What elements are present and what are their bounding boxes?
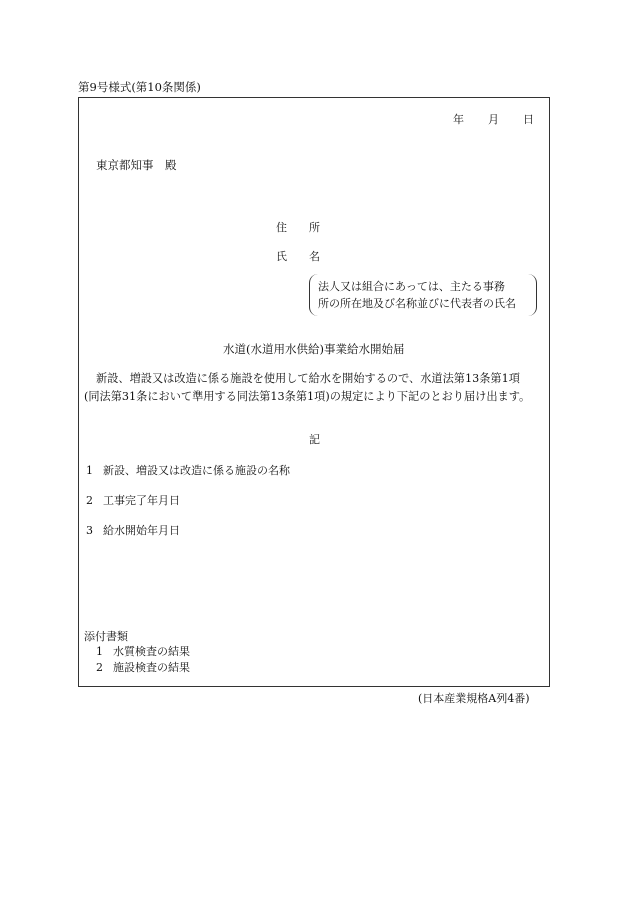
attachments-heading: 添付書類 [84,630,128,643]
item-1-text: 新設、増設又は改造に係る施設の名称 [103,464,290,477]
date-year: 年 [453,113,464,126]
date-month: 月 [488,113,499,126]
body-line-1: 新設、増設又は改造に係る施設を使用して給水を開始するので、水道法第13条第1項 [96,372,520,385]
note-line-2: 所の所在地及び名称並びに代表者の氏名 [318,297,516,310]
item-2-num: 2 [86,494,93,507]
note-line-1: 法人又は組合にあっては、主たる事務 [318,280,505,293]
attachment-2-text: 施設検査の結果 [113,661,190,674]
body-line-2: (同法第31条において準用する同法第13条第1項)の規定により下記のとおり届け出ます。 [84,390,531,403]
paper-size-note: (日本産業規格A列4番) [418,692,530,705]
name-label: 氏 名 [276,250,320,263]
attachment-1-text: 水質検査の結果 [113,645,190,658]
item-3-num: 3 [86,524,93,537]
item-2-text: 工事完了年月日 [103,494,180,507]
form-number: 第9号様式(第10条関係) [78,80,201,94]
item-1-num: 1 [86,464,93,477]
item-3-text: 給水開始年月日 [103,524,180,537]
date-day: 日 [523,113,534,126]
attachment-2-num: 2 [96,661,103,674]
ki-label: 記 [309,433,320,446]
address-label: 住 所 [276,221,320,234]
document-title: 水道(水道用水供給)事業給水開始届 [223,342,405,356]
attachment-1-num: 1 [96,645,103,658]
addressee: 東京都知事 殿 [96,158,177,172]
